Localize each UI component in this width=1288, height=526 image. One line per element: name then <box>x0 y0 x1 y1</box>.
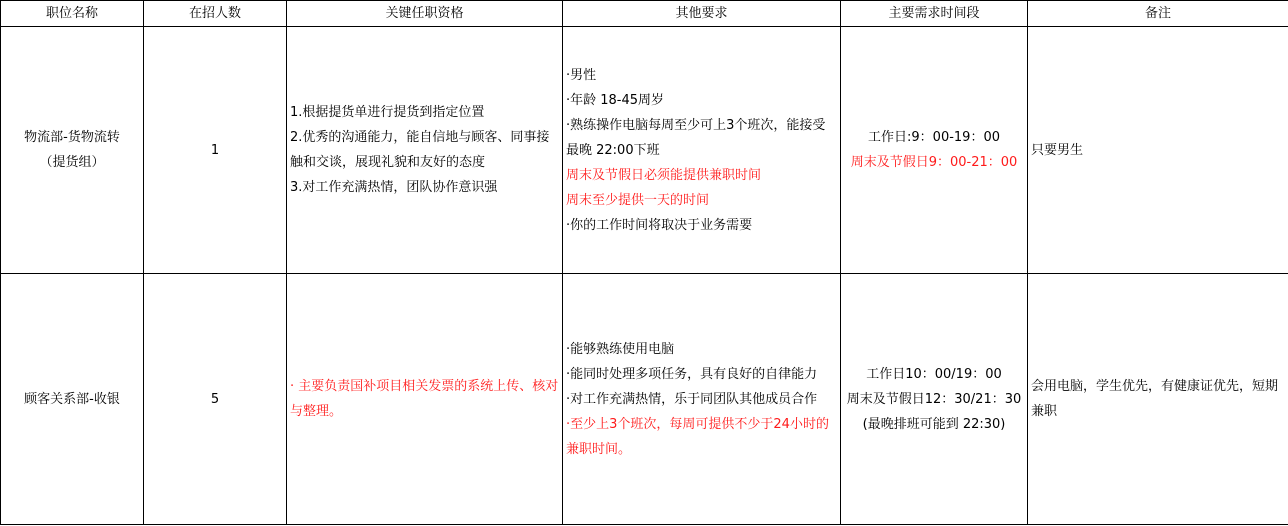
other-cell <box>563 27 841 274</box>
time-weekday: 工作日:9：00-19：00 <box>868 130 1000 145</box>
count-cell: 1 <box>144 27 287 274</box>
other-item: ·能同时处理多项任务，具有良好的自律能力 <box>566 366 818 382</box>
time-weekday: 工作日10：00/19：00 <box>866 366 1002 382</box>
other-item: ·男性 <box>566 67 597 83</box>
position-cell <box>1 274 144 525</box>
header-position: 职位名称 <box>1 1 144 27</box>
header-other: 其他要求 <box>563 1 841 27</box>
other-item: ·熟练操作电脑每周至少可上3个班次，能接受最晚 22:00下班 <box>566 117 826 158</box>
qualifications-cell <box>287 274 563 525</box>
table-row <box>1 27 1288 274</box>
qualification-item: · 主要负责国补项目相关发票的系统上传、核对与整理。 <box>290 379 559 419</box>
header-note: 备注 <box>1028 1 1288 27</box>
position-group: （提货组） <box>39 155 105 170</box>
header-row <box>1 1 1288 27</box>
note-cell: 只要男生 <box>1028 27 1288 274</box>
other-item-highlight: 周末及节假日必须能提供兼职时间 <box>566 167 762 183</box>
time-weekend: 周末及节假日12：30/21：30 <box>846 391 1022 407</box>
qualification-item: 2.优秀的沟通能力，能自信地与顾客、同事接触和交谈，展现礼貌和友好的态度 <box>290 130 550 170</box>
time-weekend: 周末及节假日9：00-21：00 <box>850 155 1018 170</box>
other-cell <box>563 274 841 525</box>
header-count: 在招人数 <box>144 1 287 27</box>
time-cell <box>841 274 1028 525</box>
count-cell: 5 <box>144 274 287 525</box>
qualifications-cell <box>287 27 563 274</box>
note-cell: 会用电脑，学生优先，有健康证优先，短期兼职 <box>1028 274 1288 525</box>
header-time: 主要需求时间段 <box>841 1 1028 27</box>
qualification-item: 3.对工作充满热情，团队协作意识强 <box>290 180 498 195</box>
position-name: 顾客关系部-收银 <box>24 391 120 407</box>
time-cell <box>841 27 1028 274</box>
other-item: ·你的工作时间将取决于业务需要 <box>566 217 753 233</box>
position-cell <box>1 27 144 274</box>
position-name: 物流部-货物流转 <box>24 130 120 145</box>
other-item: ·能够熟练使用电脑 <box>566 341 675 357</box>
other-item: ·年龄 18-45周岁 <box>566 92 665 108</box>
time-latest: (最晚排班可能到 22:30) <box>862 416 1006 432</box>
header-qualifications: 关键任职资格 <box>287 1 563 27</box>
other-item: ·对工作充满热情，乐于同团队其他成员合作 <box>566 391 818 407</box>
qualification-item: 1.根据提货单进行提货到指定位置 <box>290 105 485 120</box>
other-item-highlight: 周末至少提供一天的时间 <box>566 192 710 208</box>
table-row <box>1 274 1288 525</box>
other-item-highlight: ·至少上3个班次，每周可提供不少于24小时的兼职时间。 <box>566 416 829 457</box>
